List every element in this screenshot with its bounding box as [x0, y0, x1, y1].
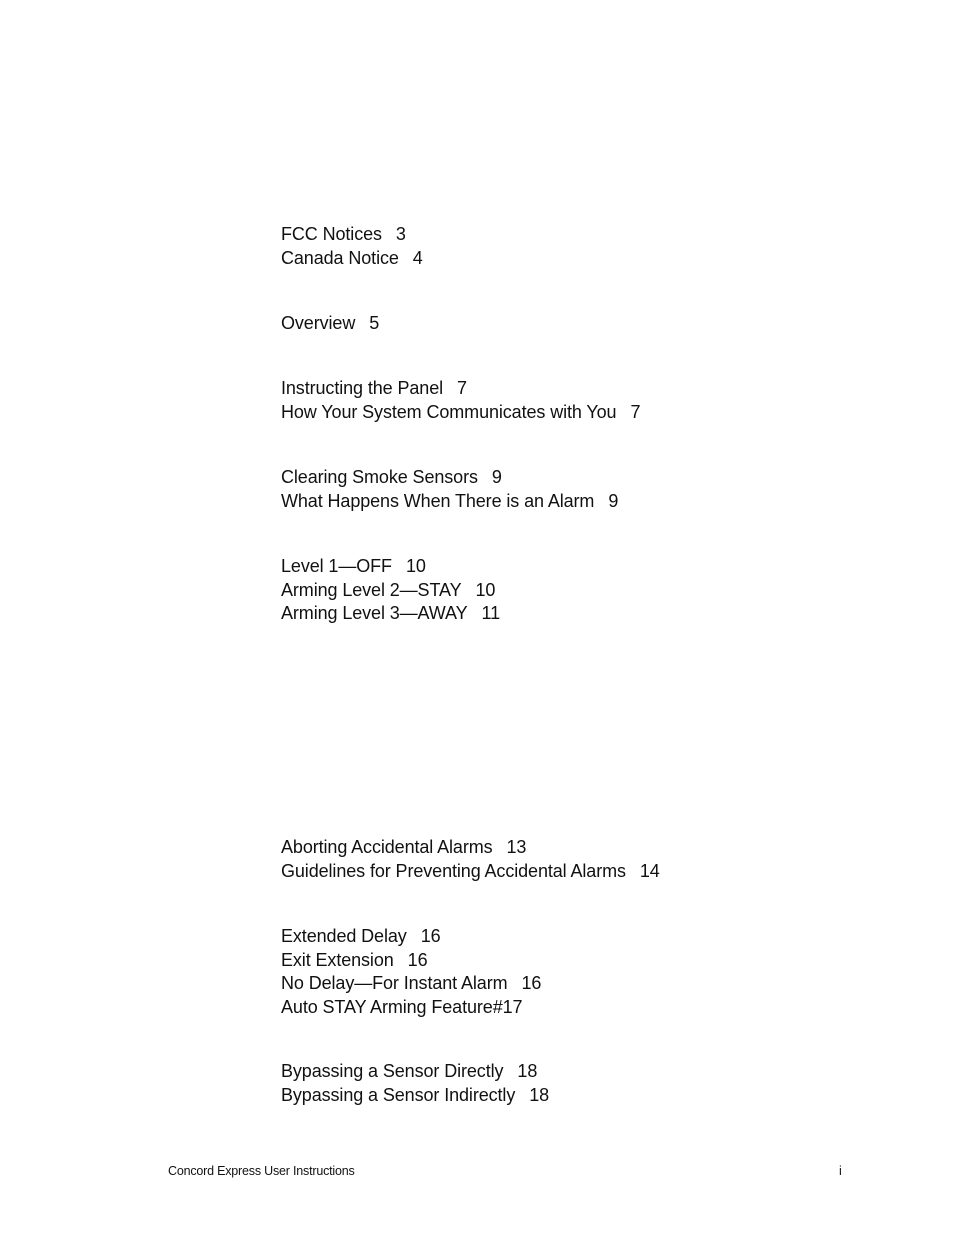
- toc-entry-page: 16: [420, 926, 441, 946]
- toc-entry-page: 16: [521, 973, 542, 993]
- toc-entry[interactable]: [281, 1084, 549, 1108]
- toc-entry-page: 10: [475, 579, 496, 600]
- toc-entry-page: 9: [491, 467, 502, 487]
- toc-entry-page: 18: [517, 1061, 538, 1081]
- toc-entry-page: 16: [407, 949, 428, 970]
- toc-entry[interactable]: [281, 836, 660, 860]
- toc-entry-title: FCC Notices: [281, 224, 382, 244]
- toc-entry-title: No Delay—For Instant Alarm: [281, 973, 508, 993]
- toc-entry-page: 3: [395, 224, 406, 244]
- footer-page-number: i: [839, 1164, 842, 1178]
- toc-entry[interactable]: [281, 247, 423, 271]
- toc-entry-title: Aborting Accidental Alarms: [281, 837, 493, 857]
- toc-entry-page: 13: [506, 837, 527, 857]
- toc-entry[interactable]: [281, 860, 660, 884]
- toc-entry-page: 7: [630, 401, 641, 422]
- toc-entry-title: Bypassing a Sensor Indirectly: [281, 1084, 516, 1105]
- toc-entry-title: Bypassing a Sensor Directly: [281, 1061, 504, 1081]
- toc-entry[interactable]: [281, 490, 618, 514]
- toc-entry-title: Exit Extension: [281, 949, 394, 970]
- toc-group-instructing: [281, 377, 640, 424]
- toc-entry[interactable]: [281, 1060, 549, 1084]
- toc-entry-page: 9: [608, 490, 619, 511]
- toc-entry-page: 14: [639, 860, 660, 881]
- toc-group-notices: [281, 223, 423, 270]
- toc-entry-title: What Happens When There is an Alarm: [281, 490, 595, 511]
- toc-entry-title: Clearing Smoke Sensors: [281, 467, 478, 487]
- toc-entry[interactable]: [281, 602, 500, 626]
- toc-group-arming-levels: [281, 555, 500, 626]
- toc-entry-title: Instructing the Panel: [281, 378, 444, 398]
- toc-group-delays: [281, 925, 541, 1019]
- toc-entry-page: 18: [529, 1084, 550, 1105]
- toc-group-alarms: [281, 466, 618, 513]
- toc-group-accidental-alarms: [281, 836, 660, 883]
- toc-entry-title: Extended Delay: [281, 926, 407, 946]
- toc-group-overview: [281, 312, 379, 336]
- footer-document-title: Concord Express User Instructions: [168, 1164, 355, 1178]
- toc-entry-title: How Your System Communicates with You: [281, 401, 617, 422]
- toc-entry-title: Auto STAY Arming Feature#17: [281, 996, 523, 1017]
- toc-entry[interactable]: [281, 466, 618, 490]
- toc-entry[interactable]: [281, 377, 640, 401]
- toc-entry-title: Arming Level 2—STAY: [281, 579, 462, 600]
- toc-entry-title: Guidelines for Preventing Accidental Alarms: [281, 860, 626, 881]
- toc-entry[interactable]: [281, 312, 379, 336]
- toc-entry-page: 5: [369, 313, 380, 333]
- toc-entry[interactable]: [281, 401, 640, 425]
- toc-entry[interactable]: [281, 996, 541, 1020]
- toc-entry-title: Overview: [281, 313, 356, 333]
- toc-entry[interactable]: [281, 579, 500, 603]
- toc-entry-page: 4: [412, 247, 423, 268]
- toc-entry[interactable]: [281, 555, 500, 579]
- toc-entry[interactable]: [281, 925, 541, 949]
- toc-entry-page: 10: [405, 556, 426, 576]
- toc-entry-page: 11: [481, 603, 500, 623]
- toc-group-bypassing: [281, 1060, 549, 1107]
- toc-entry-title: Arming Level 3—AWAY: [281, 603, 468, 623]
- toc-entry[interactable]: [281, 223, 423, 247]
- toc-entry[interactable]: [281, 949, 541, 973]
- toc-entry-title: Level 1—OFF: [281, 556, 392, 576]
- toc-entry[interactable]: [281, 972, 541, 996]
- toc-entry-title: Canada Notice: [281, 247, 399, 268]
- toc-entry-page: 7: [457, 378, 467, 398]
